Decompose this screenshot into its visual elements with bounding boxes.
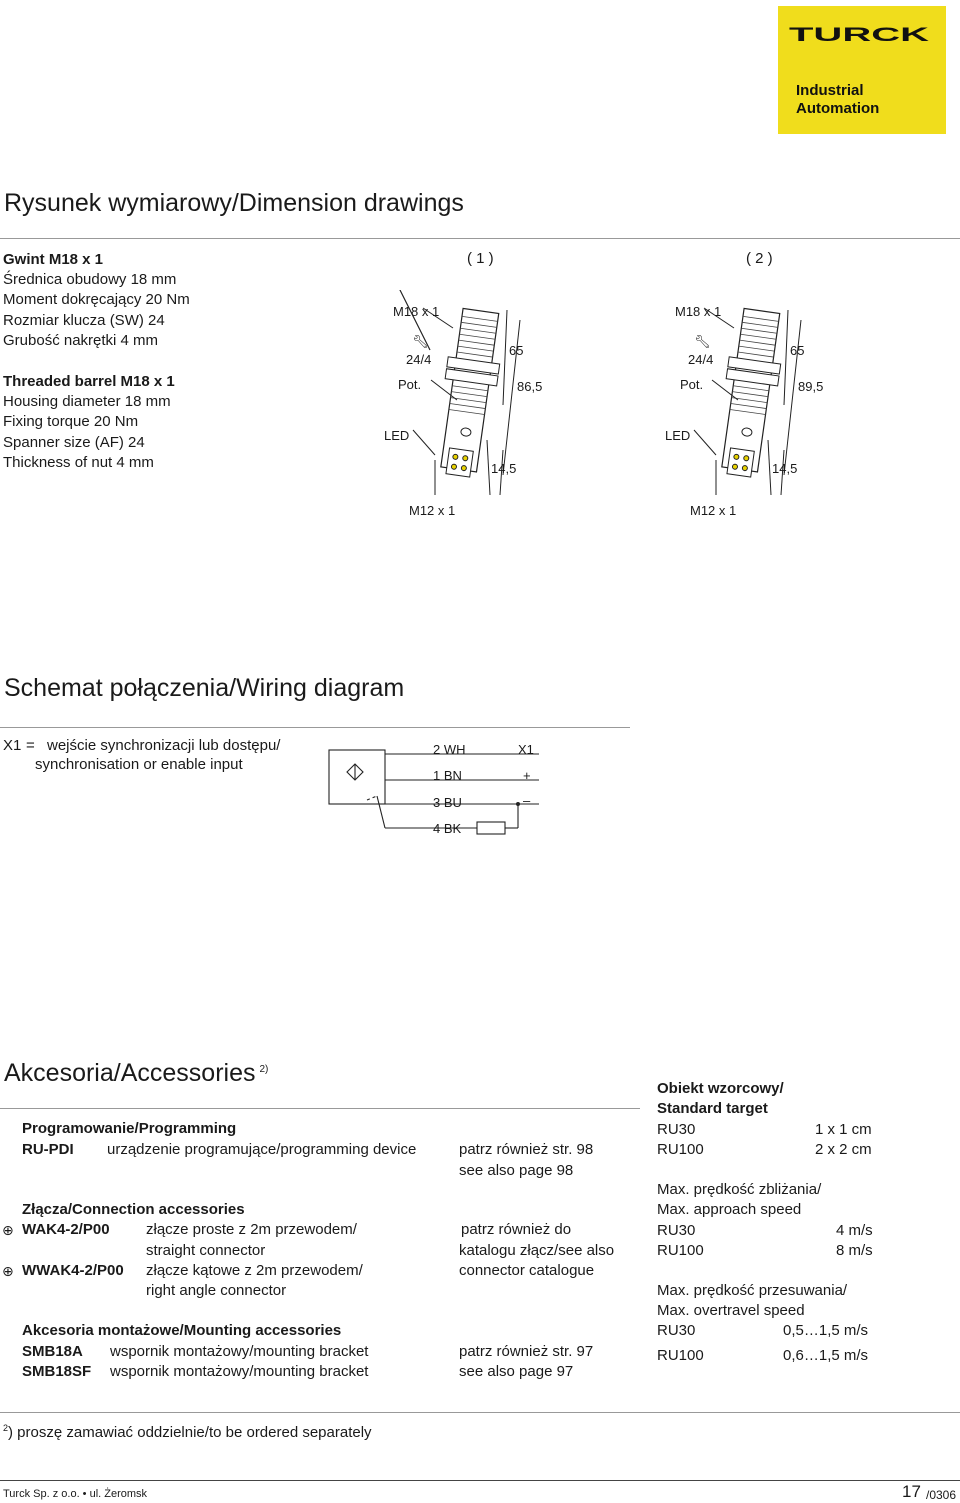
drawing-2-led: LED: [665, 428, 691, 443]
approach-type: RU100: [657, 1242, 704, 1259]
overtravel-type: RU100: [657, 1347, 704, 1364]
drawing-1-dim-c: 14,5: [491, 461, 517, 476]
accessories-title-text: Akcesoria/Accessories: [4, 1059, 256, 1087]
conn-ref1: patrz również do: [461, 1221, 572, 1238]
drawing-2-dim-c: 14,5: [772, 461, 798, 476]
smbsf-ref: see also page 97: [459, 1363, 574, 1380]
connector-icon: ⊕: [2, 1263, 14, 1279]
brand-line1: Industrial: [796, 82, 864, 99]
footnote: [3, 1423, 372, 1441]
brand-logo: [778, 6, 946, 134]
page-number: 17: [902, 1482, 921, 1501]
specs-pl: [3, 250, 190, 351]
target-size: 2 x 2 cm: [815, 1141, 872, 1158]
wwak-desc2: right angle connector: [146, 1282, 287, 1299]
approach-heading1: Max. prędkość zbliżania/: [657, 1181, 822, 1198]
smbsf-code: SMB18SF: [22, 1363, 92, 1380]
wak-code: WAK4-2/P00: [22, 1221, 110, 1238]
rupdi-code: RU-PDI: [22, 1141, 74, 1158]
approach-type: RU30: [657, 1222, 696, 1239]
drawing-2-thread: M18 x 1: [675, 304, 722, 319]
spec-line: Rozmiar klucza (SW) 24: [3, 311, 165, 329]
specs-en: [3, 372, 175, 473]
divider: [0, 1108, 640, 1109]
accessories-title: [4, 1059, 268, 1088]
spec-line: Grubość nakrętki 4 mm: [3, 331, 159, 349]
x1-eq: =: [26, 737, 35, 754]
drawing-1-dim-a: 65: [509, 343, 524, 358]
x1-desc-line1: wejście synchronizacji lub dostępu/: [47, 737, 281, 754]
overtravel-heading2: Max. overtravel speed: [657, 1302, 805, 1319]
smb-desc: wspornik montażowy/mounting bracket: [110, 1343, 369, 1360]
x1-key: X1: [3, 737, 22, 754]
programming-heading: Programowanie/Programming: [22, 1120, 237, 1137]
mounting-heading: Akcesoria montażowe/Mounting accessories: [22, 1322, 342, 1339]
spec-line: Thickness of nut 4 mm: [3, 453, 154, 471]
smbsf-desc: wspornik montażowy/mounting bracket: [110, 1363, 369, 1380]
wwak-code: WWAK4-2/P00: [22, 1262, 124, 1279]
drawing-1-connector: M12 x 1: [409, 503, 456, 518]
conn-ref2: katalogu złącz/see also: [459, 1242, 615, 1259]
sensor-drawing-1: [375, 290, 575, 530]
wiring-title: Schemat połączenia/Wiring diagram: [4, 674, 405, 702]
footnote-text: ) proszę zamawiać oddzielnie/to be ordered separately: [8, 1424, 372, 1441]
drawing-1-pot: Pot.: [398, 377, 422, 392]
drawing-1-led: LED: [384, 428, 410, 443]
target-heading1: Obiekt wzorcowy/: [657, 1080, 784, 1097]
spec-line: Fixing torque 20 Nm: [3, 413, 139, 431]
spec-line: Threaded barrel M18 x 1: [3, 373, 175, 390]
spec-line: Spanner size (AF) 24: [3, 433, 145, 451]
dimension-title: Rysunek wymiarowy/Dimension drawings: [4, 189, 464, 217]
connector-icon: ⊕: [2, 1222, 14, 1238]
spec-line: Housing diameter 18 mm: [3, 393, 171, 411]
overtravel-heading1: Max. prędkość przesuwania/: [657, 1282, 848, 1299]
target-type: RU100: [657, 1141, 704, 1158]
footer-divider: [0, 1480, 960, 1481]
wrench-icon: 🔧︎: [412, 334, 429, 349]
brand-line2: Automation: [796, 100, 880, 117]
wire-bn: 1 BN: [433, 768, 462, 783]
drawing-2-dim-b: 89,5: [798, 379, 824, 394]
drawing-2-spanner: 24/4: [688, 352, 714, 367]
drawing-1-thread: M18 x 1: [393, 304, 440, 319]
x1-desc-line2: synchronisation or enable input: [35, 756, 243, 773]
drawing-2-connector: M12 x 1: [690, 503, 737, 518]
terminal-x1: X1: [518, 742, 534, 757]
spec-line: Gwint M18 x 1: [3, 251, 104, 268]
wrench-icon: 🔧︎: [694, 334, 711, 349]
overtravel-speed: 0,5…1,5 m/s: [783, 1322, 869, 1339]
rupdi-desc: urządzenie programujące/programming device: [107, 1141, 417, 1158]
drawing-2-tag: ( 2 ): [746, 250, 773, 267]
rupdi-ref2: see also page 98: [459, 1162, 574, 1179]
divider: [0, 238, 960, 239]
turck-wordmark-graphic: [786, 26, 932, 44]
wwak-desc1: złącze kątowe z 2m przewodem/: [146, 1262, 363, 1279]
wak-desc1: złącze proste z 2m przewodem/: [146, 1221, 357, 1238]
wire-bu: 3 BU: [433, 795, 462, 810]
target-size: 1 x 1 cm: [815, 1121, 872, 1138]
wire-bk: 4 BK: [433, 821, 462, 836]
divider: [0, 1412, 960, 1413]
footnote-sup: 2: [3, 1423, 9, 1433]
approach-heading2: Max. approach speed: [657, 1201, 802, 1218]
overtravel-speed: 0,6…1,5 m/s: [783, 1347, 869, 1364]
target-type: RU30: [657, 1121, 696, 1138]
approach-speed: 8 m/s: [836, 1242, 873, 1259]
smb-ref: patrz również str. 97: [459, 1343, 594, 1360]
sensor-drawing-2: [656, 290, 856, 530]
wire-wh: 2 WH: [433, 742, 466, 757]
drawing-1-dim-b: 86,5: [517, 379, 543, 394]
divider: [0, 727, 630, 728]
spec-line: Moment dokręcający 20 Nm: [3, 291, 190, 309]
rupdi-ref1: patrz również str. 98: [459, 1141, 594, 1158]
accessories-title-sup: 2): [259, 1063, 269, 1075]
approach-speed: 4 m/s: [836, 1222, 873, 1239]
target-heading2: Standard target: [657, 1100, 768, 1117]
logo-wordmark: TURCK: [789, 26, 930, 44]
terminal-plus: +: [523, 768, 531, 783]
conn-ref3: connector catalogue: [459, 1262, 595, 1279]
drawing-1-tag: ( 1 ): [467, 250, 494, 267]
drawing-1-spanner: 24/4: [406, 352, 432, 367]
spec-line: Średnica obudowy 18 mm: [3, 271, 177, 289]
smb-code: SMB18A: [22, 1343, 83, 1360]
footer-company: Turck Sp. z o.o. • ul. Żeromsk: [3, 1488, 148, 1500]
wak-desc2: straight connector: [146, 1242, 266, 1259]
drawing-2-dim-a: 65: [790, 343, 805, 358]
overtravel-type: RU30: [657, 1322, 696, 1339]
doc-code: /0306: [926, 1488, 957, 1502]
connection-heading: Złącza/Connection accessories: [22, 1201, 245, 1218]
terminal-minus: –: [523, 793, 531, 808]
drawing-2-pot: Pot.: [680, 377, 704, 392]
